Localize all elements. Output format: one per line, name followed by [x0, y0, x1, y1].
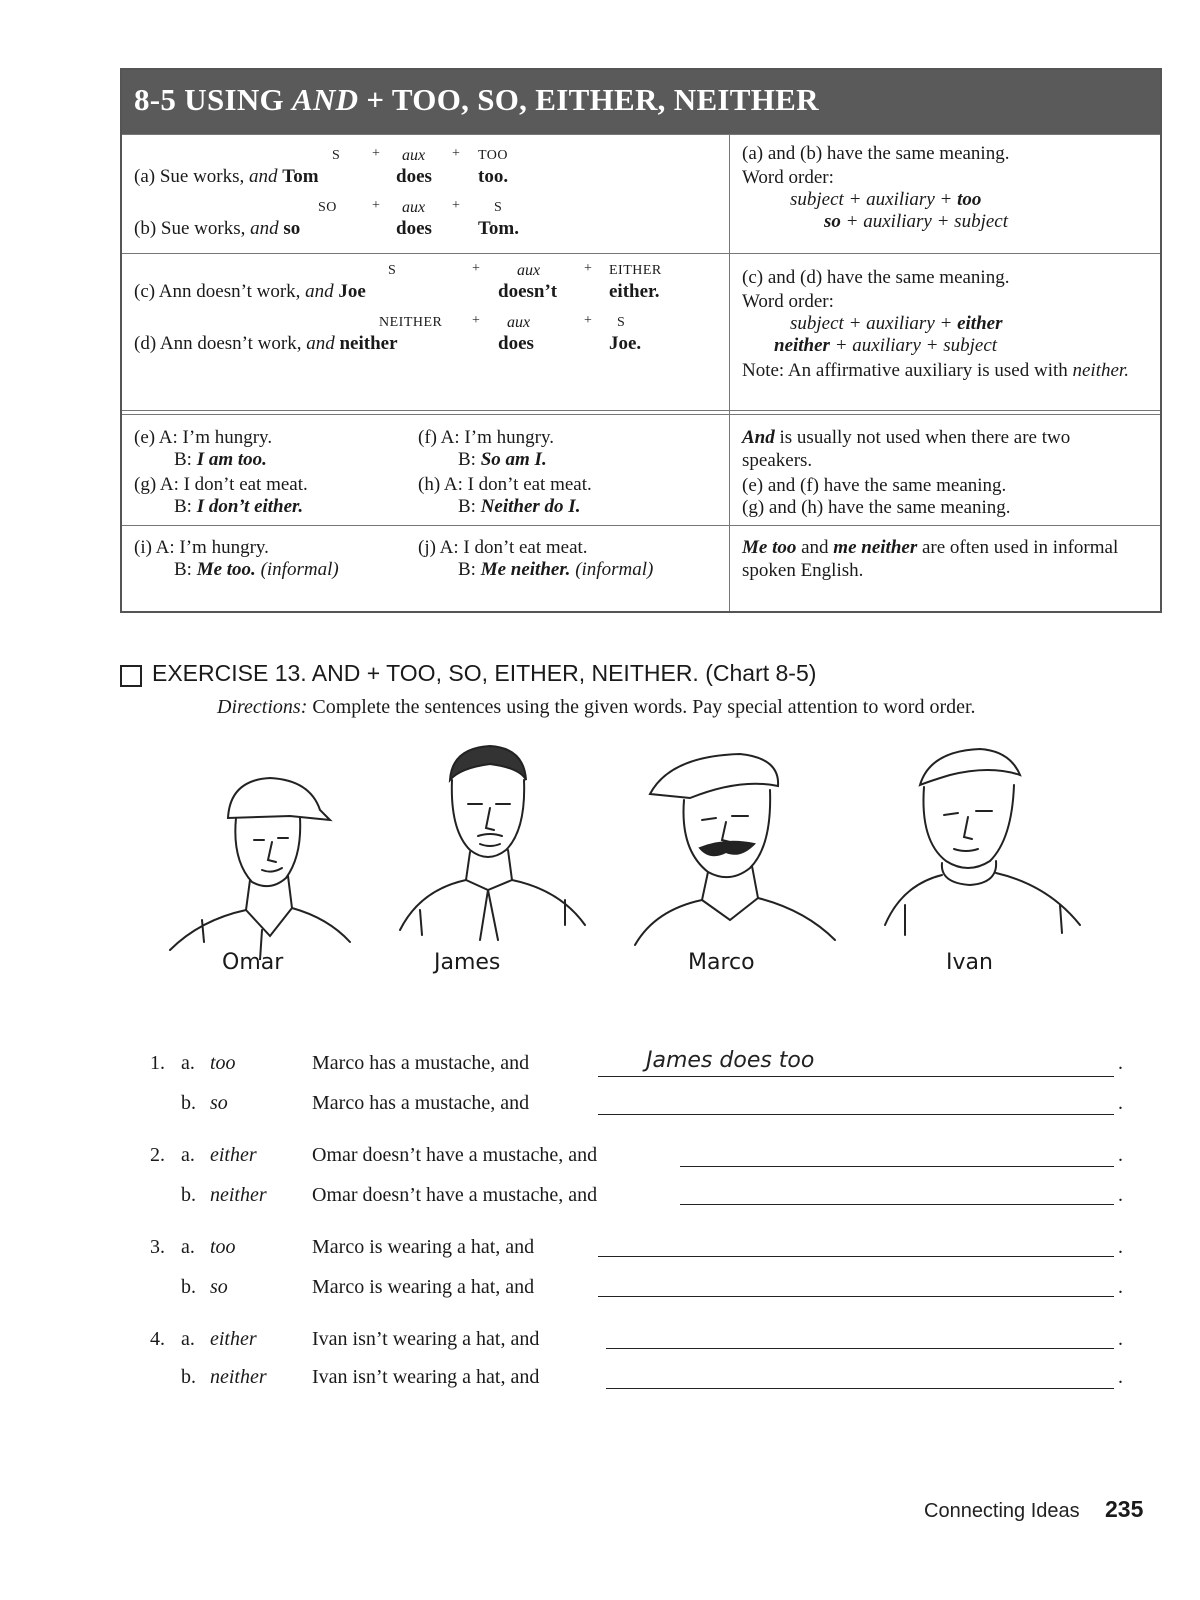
example-a-too: too. [478, 166, 509, 187]
item-period: . [1118, 1144, 1123, 1166]
example-g-a: (g) A: I don’t eat meat. [134, 474, 308, 495]
item-cue-word: either [210, 1144, 257, 1166]
answer-blank[interactable] [598, 1076, 1114, 1077]
ivan-illustration [880, 745, 1090, 945]
label-aux: aux [517, 262, 541, 279]
example-g-b: B: I don’t either. [174, 496, 304, 517]
item-period: . [1118, 1276, 1123, 1298]
example-d-aux: does [498, 333, 534, 354]
word-order-either: subject + auxiliary + either [790, 313, 1003, 334]
section-footer-label: Connecting Ideas [924, 1500, 1080, 1522]
explanation-ab: (a) and (b) have the same meaning. [742, 143, 1010, 164]
item-period: . [1118, 1328, 1123, 1350]
item-letter: a. [181, 1236, 195, 1258]
label-neither: NEITHER [379, 315, 443, 330]
row-divider [122, 410, 1160, 411]
item-cue-word: neither [210, 1366, 267, 1388]
explanation-two-speakers: And is usually not used when there are two speakers. [742, 427, 1071, 471]
item-period: . [1118, 1366, 1123, 1388]
item-cue-word: so [210, 1276, 228, 1298]
column-divider [729, 134, 730, 611]
example-a-aux: does [396, 166, 432, 187]
grammar-chart [120, 68, 1162, 613]
item-sentence: Marco has a mustache, and [312, 1052, 530, 1074]
example-i-b: B: Me too. (informal) [174, 559, 339, 580]
exercise-title: EXERCISE 13. AND + TOO, SO, EITHER, NEITHER. (Chart 8-5) [152, 660, 817, 686]
item-letter: b. [181, 1184, 196, 1206]
name-james: James [434, 950, 501, 975]
name-ivan: Ivan [946, 950, 993, 975]
example-f-b: B: So am I. [458, 449, 547, 470]
example-d-subject: Joe. [609, 333, 642, 354]
label-s: S [332, 148, 341, 163]
page-number: 235 [1105, 1496, 1144, 1522]
label-plus: + [452, 146, 461, 161]
example-h-a: (h) A: I don’t eat meat. [418, 474, 592, 495]
label-plus: + [372, 198, 381, 213]
example-a: (a) Sue works, and Tom [134, 166, 319, 187]
item-sentence: Ivan isn’t wearing a hat, and [312, 1366, 540, 1388]
item-sentence: Ivan isn’t wearing a hat, and [312, 1328, 540, 1350]
answer-blank[interactable] [606, 1388, 1114, 1389]
label-aux: aux [402, 199, 426, 216]
label-either: EITHER [609, 263, 662, 278]
explanation-cd: (c) and (d) have the same meaning. [742, 267, 1010, 288]
item-period: . [1118, 1052, 1123, 1074]
note-neither: Note: An affirmative auxiliary is used with neither. [742, 360, 1129, 381]
explanation-ef: (e) and (f) have the same meaning. [742, 475, 1007, 496]
item-period: . [1118, 1092, 1123, 1114]
name-omar: Omar [222, 950, 284, 975]
example-j-b: B: Me neither. (informal) [458, 559, 654, 580]
item-letter: a. [181, 1052, 195, 1074]
item-sentence: Marco has a mustache, and [312, 1092, 530, 1114]
label-plus: + [584, 261, 593, 276]
word-order-label: Word order: [742, 291, 834, 312]
exercise-checkbox [120, 665, 142, 687]
example-b: (b) Sue works, and so [134, 218, 301, 239]
example-b-aux: does [396, 218, 432, 239]
item-letter: b. [181, 1276, 196, 1298]
word-order-so: so + auxiliary + subject [824, 211, 1008, 232]
item-letter: a. [181, 1144, 195, 1166]
item-letter: b. [181, 1092, 196, 1114]
row-divider [122, 134, 1160, 135]
label-s: S [617, 315, 626, 330]
answer-blank[interactable] [598, 1256, 1114, 1257]
label-aux: aux [402, 147, 426, 164]
example-c: (c) Ann doesn’t work, and Joe [134, 281, 366, 302]
name-marco: Marco [688, 950, 755, 975]
example-e-b: B: I am too. [174, 449, 267, 470]
example-c-aux: doesn’t [498, 281, 558, 302]
chart-header [122, 70, 1160, 134]
item-number: 3. [150, 1236, 165, 1258]
word-order-too: subject + auxiliary + too [790, 189, 982, 210]
item-sentence: Marco is wearing a hat, and [312, 1236, 535, 1258]
item-cue-word: either [210, 1328, 257, 1350]
omar-illustration [160, 760, 360, 960]
answer-blank[interactable] [606, 1348, 1114, 1349]
label-so: SO [318, 200, 337, 215]
item-letter: a. [181, 1328, 195, 1350]
explanation-gh: (g) and (h) have the same meaning. [742, 497, 1011, 518]
handwritten-answer: James does too [646, 1048, 815, 1073]
item-sentence: Omar doesn’t have a mustache, and [312, 1144, 598, 1166]
answer-blank[interactable] [598, 1296, 1114, 1297]
label-plus: + [372, 146, 381, 161]
item-sentence: Omar doesn’t have a mustache, and [312, 1184, 598, 1206]
explanation-informal: Me too and me neither are often used in informal spoken English. [742, 537, 1119, 581]
row-divider [122, 253, 1160, 254]
item-cue-word: too [210, 1236, 236, 1258]
item-cue-word: too [210, 1052, 236, 1074]
item-cue-word: neither [210, 1184, 267, 1206]
item-cue-word: so [210, 1092, 228, 1114]
item-number: 4. [150, 1328, 165, 1350]
answer-blank[interactable] [680, 1204, 1114, 1205]
example-e-a: (e) A: I’m hungry. [134, 427, 273, 448]
example-c-either: either. [609, 281, 660, 302]
item-number: 2. [150, 1144, 165, 1166]
example-j-a: (j) A: I don’t eat meat. [418, 537, 588, 558]
example-d: (d) Ann doesn’t work, and neither [134, 333, 398, 354]
label-plus: + [452, 198, 461, 213]
james-illustration [390, 740, 600, 950]
item-period: . [1118, 1184, 1123, 1206]
label-plus: + [472, 313, 481, 328]
row-divider [122, 525, 1160, 526]
example-f-a: (f) A: I’m hungry. [418, 427, 554, 448]
example-b-subject: Tom. [478, 218, 520, 239]
label-s: S [494, 200, 503, 215]
item-sentence: Marco is wearing a hat, and [312, 1276, 535, 1298]
example-i-a: (i) A: I’m hungry. [134, 537, 269, 558]
chart-title: 8-5 USING AND + TOO, SO, EITHER, NEITHER [134, 82, 819, 117]
row-divider [122, 414, 1160, 415]
item-letter: b. [181, 1366, 196, 1388]
label-too: TOO [478, 148, 509, 163]
answer-blank[interactable] [598, 1114, 1114, 1115]
item-period: . [1118, 1236, 1123, 1258]
label-plus: + [584, 313, 593, 328]
item-number: 1. [150, 1052, 165, 1074]
exercise-directions: Directions: Complete the sentences using the given words. Pay special attention to word order. [217, 696, 976, 718]
marco-illustration [630, 750, 840, 950]
word-order-neither: neither + auxiliary + subject [774, 335, 998, 356]
label-s: S [388, 263, 397, 278]
example-h-b: B: Neither do I. [458, 496, 581, 517]
answer-blank[interactable] [680, 1166, 1114, 1167]
label-plus: + [472, 261, 481, 276]
word-order-label: Word order: [742, 167, 834, 188]
label-aux: aux [507, 314, 531, 331]
